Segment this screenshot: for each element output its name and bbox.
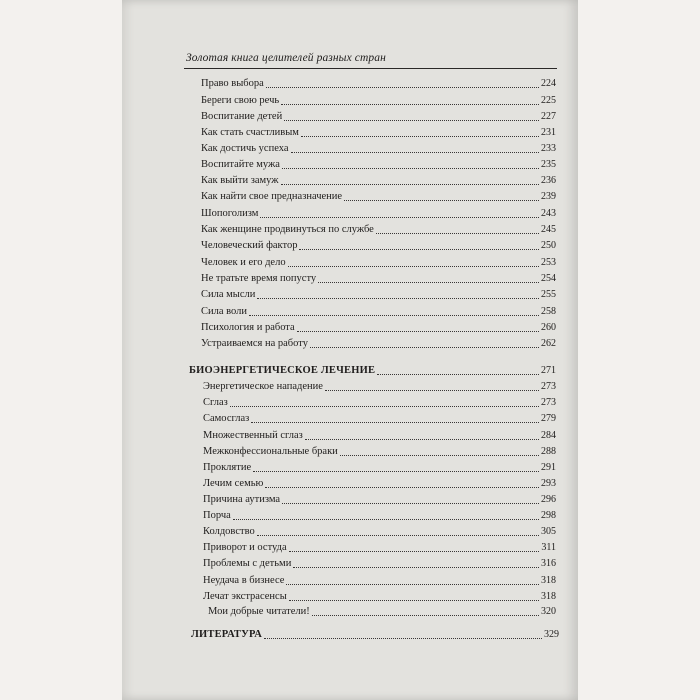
dot-leader xyxy=(282,167,539,169)
dot-leader xyxy=(257,534,539,536)
toc-entry-page: 284 xyxy=(541,430,556,441)
toc-entry-page: 255 xyxy=(541,289,556,300)
dot-leader xyxy=(230,405,539,407)
toc-entry xyxy=(203,541,556,554)
toc-entry xyxy=(203,429,556,442)
toc-entry-page: 329 xyxy=(544,629,559,640)
toc-entry-page: 227 xyxy=(541,111,556,122)
toc-entry xyxy=(203,477,556,490)
dot-leader xyxy=(289,599,539,601)
toc-entry-page: 296 xyxy=(541,494,556,505)
toc-entry-page: 239 xyxy=(541,191,556,202)
dot-leader xyxy=(266,86,539,88)
toc-entry-label: Как выйти замуж xyxy=(201,175,279,186)
toc-entry-label: Проблемы с детьми xyxy=(203,558,292,569)
toc-entry xyxy=(201,239,556,252)
dot-leader xyxy=(233,518,539,520)
toc-entry-label: Сглаз xyxy=(203,397,228,408)
toc-entry-page: 233 xyxy=(541,143,556,154)
toc-entry xyxy=(201,190,556,203)
dot-leader xyxy=(376,232,539,234)
toc-entry-label: Мои добрые читатели! xyxy=(208,606,310,617)
toc-section-label: БИОЭНЕРГЕТИЧЕСКОЕ ЛЕЧЕНИЕ xyxy=(189,365,376,376)
dot-leader xyxy=(253,470,539,472)
dot-leader xyxy=(318,281,539,283)
dot-leader xyxy=(312,614,539,616)
running-head: Золотая книга целителей разных стран xyxy=(186,52,386,64)
dot-leader xyxy=(344,199,539,201)
dot-leader xyxy=(281,103,539,105)
toc-entry-page: 250 xyxy=(541,240,556,251)
toc-entry-page: 311 xyxy=(541,542,556,553)
toc-entry-page: 291 xyxy=(541,462,556,473)
toc-entry-page: 254 xyxy=(541,273,556,284)
toc-entry-label: Приворот и остуда xyxy=(203,542,287,553)
toc-entry-label: Лечим семью xyxy=(203,478,264,489)
toc-entry-page: 273 xyxy=(541,381,556,392)
toc-entry-page: 279 xyxy=(541,413,556,424)
toc-section-heading xyxy=(191,628,559,641)
toc-entry-page: 273 xyxy=(541,397,556,408)
dot-leader xyxy=(293,566,539,568)
toc-entry-page: 320 xyxy=(541,606,556,617)
header-rule xyxy=(184,68,557,69)
toc-entry-label: Неудача в бизнесе xyxy=(203,575,285,586)
toc-entry xyxy=(201,94,556,107)
toc-entry-page: 236 xyxy=(541,175,556,186)
dot-leader xyxy=(377,373,539,375)
toc-entry-label: Шопоголизм xyxy=(201,208,259,219)
dot-leader xyxy=(299,248,539,250)
toc-entry-page: 271 xyxy=(541,365,556,376)
toc-entry-label: Сила мысли xyxy=(201,289,256,300)
dot-leader xyxy=(310,346,539,348)
dot-leader xyxy=(257,297,539,299)
toc-entry-label: Психология и работа xyxy=(201,322,295,333)
toc-entry-page: 262 xyxy=(541,338,556,349)
toc-entry xyxy=(203,557,556,570)
toc-entry-page: 305 xyxy=(541,526,556,537)
toc-entry-label: Право выбора xyxy=(201,78,264,89)
dot-leader xyxy=(297,330,539,332)
toc-entry-page: 318 xyxy=(541,591,556,602)
toc-entry-page: 225 xyxy=(541,95,556,106)
toc-entry-label: Самосглаз xyxy=(203,413,250,424)
dot-leader xyxy=(288,265,539,267)
dot-leader xyxy=(281,183,539,185)
dot-leader xyxy=(286,583,539,585)
toc-entry-label: Причина аутизма xyxy=(203,494,281,505)
toc-entry-label: Межконфессиональные браки xyxy=(203,446,338,457)
toc-entry-label: Не тратьте время попусту xyxy=(201,273,317,284)
dot-leader xyxy=(340,454,539,456)
toc-entry xyxy=(203,445,556,458)
toc-entry-page: 243 xyxy=(541,208,556,219)
toc-entry xyxy=(201,272,556,285)
dot-leader xyxy=(264,637,542,639)
dot-leader xyxy=(301,135,539,137)
toc-entry-label: Как достичь успеха xyxy=(201,143,289,154)
toc-entry-label: Сила воли xyxy=(201,306,248,317)
toc-entry-label: Устраиваемся на работу xyxy=(201,338,308,349)
toc-entry-label: Береги свою речь xyxy=(201,95,280,106)
toc-entry-page: 298 xyxy=(541,510,556,521)
dot-leader xyxy=(265,486,539,488)
dot-leader xyxy=(291,151,540,153)
toc-entry xyxy=(203,574,556,587)
toc-entry xyxy=(203,461,556,474)
toc-entry xyxy=(201,110,556,123)
toc-entry-label: Человеческий фактор xyxy=(201,240,298,251)
dot-leader xyxy=(284,119,539,121)
toc-entry-label: Воспитание детей xyxy=(201,111,283,122)
toc-entry-label: Как стать счастливым xyxy=(201,127,299,138)
toc-entry xyxy=(203,396,556,409)
dot-leader xyxy=(249,314,539,316)
toc-entry-page: 318 xyxy=(541,575,556,586)
toc-entry-label: Проклятие xyxy=(203,462,252,473)
toc-entry xyxy=(201,126,556,139)
toc-entry-label: Множественный сглаз xyxy=(203,430,303,441)
toc-entry xyxy=(201,223,556,236)
toc-section-heading xyxy=(189,364,556,377)
toc-entry xyxy=(208,605,556,618)
dot-leader xyxy=(305,438,539,440)
toc-entry-page: 258 xyxy=(541,306,556,317)
toc-entry-page: 260 xyxy=(541,322,556,333)
toc-entry xyxy=(201,305,556,318)
dot-leader xyxy=(260,216,539,218)
toc-entry-page: 253 xyxy=(541,257,556,268)
toc-entry xyxy=(201,158,556,171)
toc-entry xyxy=(201,77,556,90)
dot-leader xyxy=(289,550,540,552)
toc-entry xyxy=(203,412,556,425)
toc-entry-label: Воспитайте мужа xyxy=(201,159,280,170)
toc-entry-label: Человек и его дело xyxy=(201,257,286,268)
toc-entry-page: 316 xyxy=(541,558,556,569)
toc-entry-page: 293 xyxy=(541,478,556,489)
toc-entry-page: 235 xyxy=(541,159,556,170)
toc-entry xyxy=(201,207,556,220)
toc-entry xyxy=(201,337,556,350)
toc-entry xyxy=(203,590,556,603)
toc-entry xyxy=(203,509,556,522)
toc-entry-page: 288 xyxy=(541,446,556,457)
toc-entry-label: Энергетическое нападение xyxy=(203,381,323,392)
toc-entry xyxy=(203,525,556,538)
toc-entry-page: 224 xyxy=(541,78,556,89)
toc-entry-label: Колдовство xyxy=(203,526,255,537)
toc-entry xyxy=(203,380,556,393)
toc-entry-label: Как найти свое предназначение xyxy=(201,191,343,202)
toc-entry xyxy=(201,174,556,187)
toc-entry xyxy=(201,288,556,301)
toc-entry-page: 245 xyxy=(541,224,556,235)
toc-entry-label: Как женщине продвинуться по службе xyxy=(201,224,374,235)
dot-leader xyxy=(282,502,539,504)
toc-entry xyxy=(201,256,556,269)
toc-section-label: ЛИТЕРАТУРА xyxy=(191,629,263,640)
toc-entry xyxy=(201,321,556,334)
toc-entry-label: Лечат экстрасенсы xyxy=(203,591,287,602)
toc-entry-page: 231 xyxy=(541,127,556,138)
toc-entry-label: Порча xyxy=(203,510,231,521)
toc-entry xyxy=(203,493,556,506)
toc-entry xyxy=(201,142,556,155)
dot-leader xyxy=(251,421,539,423)
dot-leader xyxy=(325,389,539,391)
